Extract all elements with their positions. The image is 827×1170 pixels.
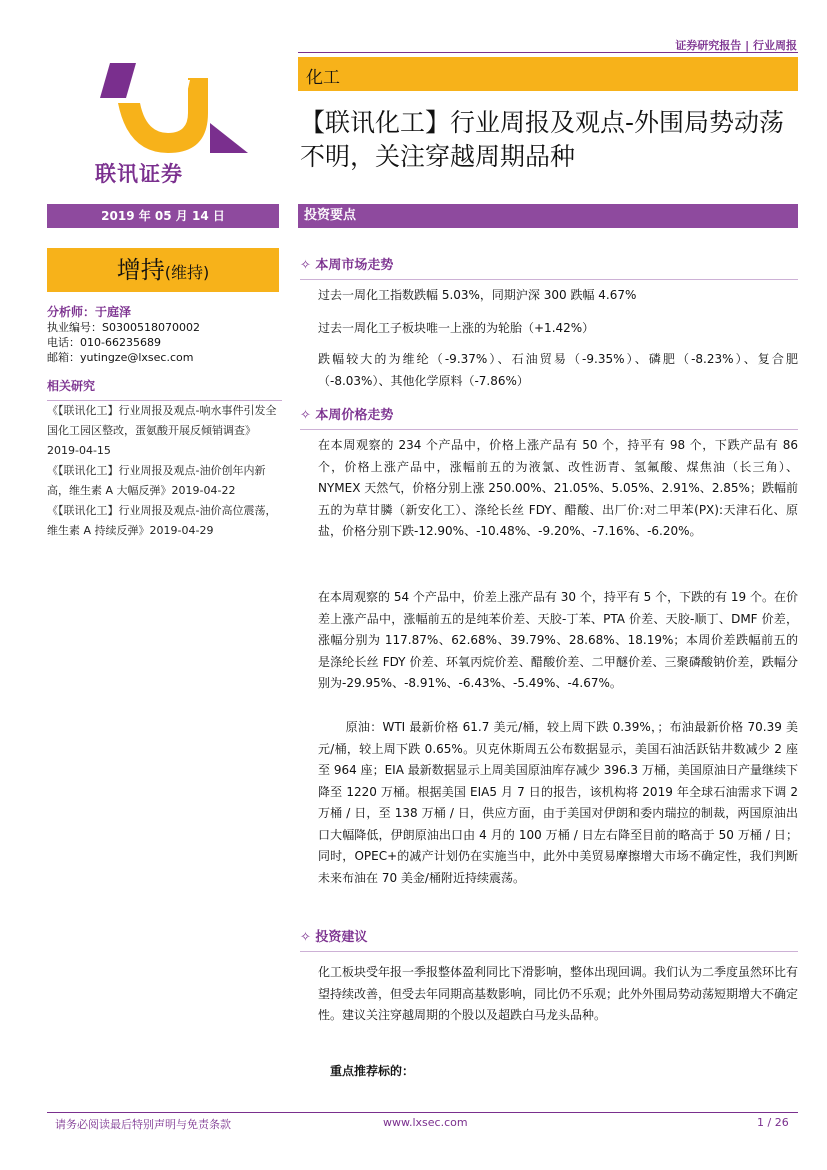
advice-paragraph: 化工板块受年报一季报整体盈利同比下滑影响，整体出现回调。我们认为二季度虽然环比有望持续改善，但受去年同期高基数影响，同比仍不乐观；此外外围局势动荡短期增大不确定性。建议关注穿越周期的个股以及超跌白马龙头品种。	[318, 965, 799, 1022]
analyst-phone: 电话：010-66235689	[47, 336, 161, 349]
section-rule	[300, 951, 798, 952]
page-number: 1 / 26	[757, 1116, 789, 1129]
related-item[interactable]: 《【联讯化工】行业周报及观点-响水事件引发全国化工园区整改，蛋氨酸开展反倾销调查》2019-04-15	[47, 404, 277, 457]
diamond-icon: ✧	[300, 258, 316, 273]
diamond-icon: ✧	[300, 408, 316, 423]
market-paragraph: 跌幅较大的为维纶（-9.37%）、石油贸易（-9.35%）、磷肥（-8.23%）、复合肥（-8.03%）、其他化学原料（-7.86%）	[318, 352, 798, 388]
sidebar-info	[47, 305, 282, 541]
rating-badge	[47, 248, 279, 292]
market-paragraph: 过去一周化工子板块唯一上涨的为轮胎（+1.42%）	[318, 321, 595, 335]
footer-website[interactable]: www.lxsec.com	[383, 1116, 468, 1129]
spread-paragraph: 在本周观察的 54 个产品中，价差上涨产品有 30 个，持平有 5 个，下跌的有 19 个。在价差上涨产品中，涨幅前五的是纯苯价差、天胶-丁苯、PTA 价差、天胶-顺丁、DMF 价差，涨幅分别为 117.87%、62.68%、39.79%、28.68%、18.19%；本周价差跌幅前五的是涤纶长丝 FDY 价差、环氧丙烷价差、醋酸价差、二甲醚价差、三聚磷酸钠价差，跌幅分别为-29.95%、-8.91%、-6.43%、-5.49%、-4.67%。	[318, 590, 798, 690]
section-price	[300, 404, 798, 430]
rating-sub: (维持)	[164, 263, 210, 282]
section-heading: ✧ 投资建议	[300, 930, 368, 945]
section-rule	[300, 429, 798, 430]
section-rule	[300, 279, 798, 280]
key-points-bar	[298, 204, 798, 228]
price-paragraph: 在本周观察的 234 个产品中，价格上涨产品有 50 个，持平有 98 个，下跌产品有 86 个，价格上涨产品中，涨幅前五的为液氯、改性沥青、氢氟酸、煤焦油（长三角）、NYMEX 天然气，价格分别上涨 250.00%、21.05%、5.05%、2.91%、2.85%；跌幅前五的为草甘膦（新安化工）、涤纶长丝 FDY、醋酸、出厂价:对二甲苯(PX):天津石化、原盐，价格分别下跌-12.90%、-10.48%、-9.20%、-7.16%、-6.20%。	[318, 438, 798, 538]
header-rule	[298, 52, 798, 53]
rating-main: 增持	[116, 256, 165, 284]
key-points-label: 投资要点	[304, 208, 357, 223]
oil-paragraph: 原油：WTI 最新价格 61.7 美元/桶，较上周下跌 0.39%，；布油最新价格 70.39 美元/桶，较上周下跌 0.65%。贝克休斯周五公布数据显示，美国石油活跃钻井数减少 2 座至 964 座；EIA 最新数据显示上周美国原油库存减少 396.3 万桶，美国原油日产量继续下降至 1220 万桶。根据美国 EIA5 月 7 日的报告，该机构将 2019 年全球石油需求下调 2 万桶 / 日，至 138 万桶 / 日，供应方面，由于美国对伊朗和委内瑞拉的制裁，两国原油出口大幅降低，伊朗原油出口由 4 月的 100 万桶 / 日左右降至目前的略高于 50 万桶 / 日；同时，OPEC+的减产计划仍在实施当中，此外中美贸易摩擦增大市场不确定性，我们判断未来布油在 70 美金/桶附近持续震荡。	[318, 720, 798, 885]
diamond-icon: ✧	[300, 930, 316, 945]
section-market	[300, 254, 798, 280]
sector-label: 化工	[306, 68, 340, 88]
section-heading: ✧ 本周市场走势	[300, 258, 394, 273]
footer-disclaimer[interactable]: 请务必阅读最后特别声明与免责条款	[55, 1118, 231, 1131]
key-picks-label: 重点推荐标的：	[330, 1064, 415, 1078]
analyst-email[interactable]: 邮箱：yutingze@lxsec.com	[47, 351, 194, 364]
brand-logo-text: 联讯证券	[95, 161, 183, 186]
related-item[interactable]: 《【联讯化工】行业周报及观点-油价高位震荡，维生素 A 持续反弹》2019-04-29	[47, 504, 277, 537]
related-item[interactable]: 《【联讯化工】行业周报及观点-油价创年内新高，维生素 A 大幅反弹》2019-04-22	[47, 464, 266, 497]
footer-rule	[47, 1112, 798, 1113]
section-advice	[300, 926, 798, 952]
report-type-label: 证券研究报告 | 行业周报	[675, 39, 797, 52]
analyst-cert: 执业编号：S0300518070002	[47, 321, 200, 334]
sector-bar	[298, 57, 798, 91]
market-paragraph: 过去一周化工指数跌幅 5.03%，同期沪深 300 跌幅 4.67%	[318, 288, 637, 302]
report-title: 【联讯化工】行业周报及观点-外围局势动荡不明，关注穿越周期品种	[300, 108, 785, 171]
related-research-heading: 相关研究	[47, 379, 96, 393]
section-heading: ✧ 本周价格走势	[300, 408, 394, 423]
analyst-heading: 分析师：于庭泽	[47, 305, 132, 319]
report-date: 2019 年 05 月 14 日	[47, 204, 279, 228]
